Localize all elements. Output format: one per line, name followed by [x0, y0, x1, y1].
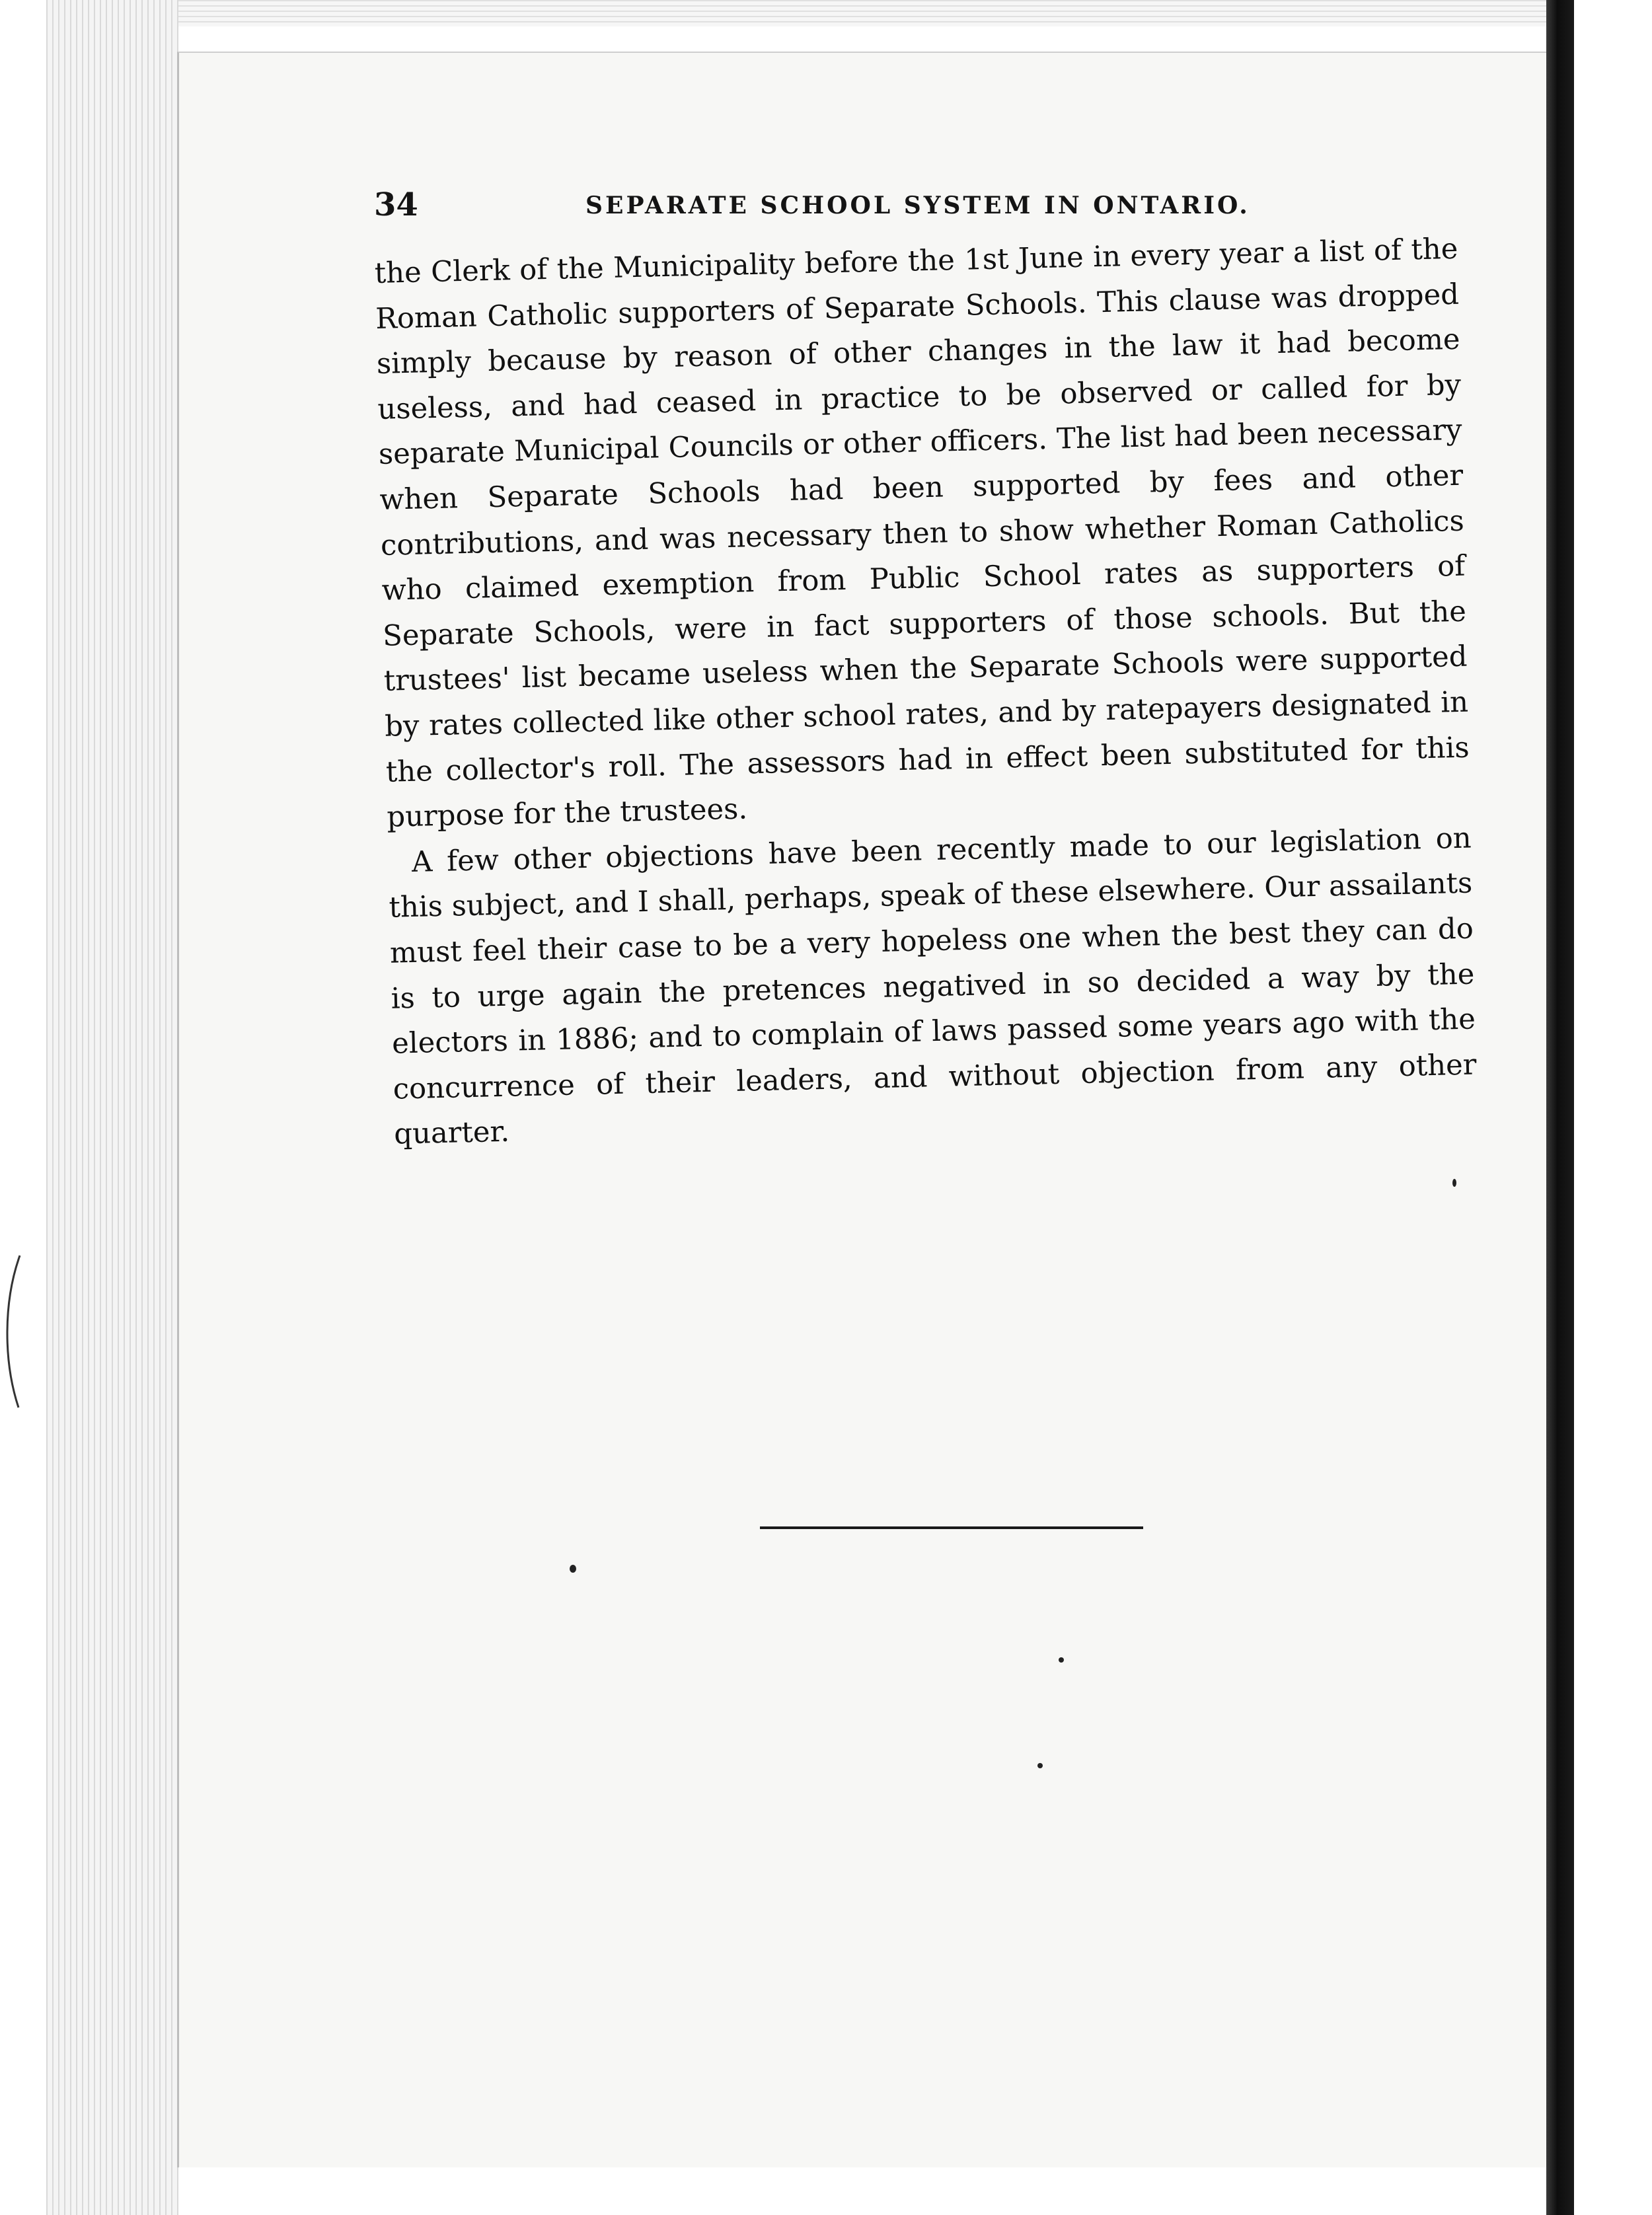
ink-speck [1037, 1763, 1043, 1768]
page-number: 34 [374, 186, 418, 223]
paragraph-1: the Clerk of the Municipality before the 1st June in every year a list of the Roman Catholic supporters of Separate Schools. This clause was dropped simply because by reason of other changes in the law it had become useless, and had ceased in practice to be observed or called for by separate Municipal Councils or other officers. The list had been necessary when Separate Schools had been supported by fees and other contributions, and was necessary then to show whether Roman Catholics who claimed exemption from Public School rates as supporters of Separate Schools, were in fact supporters of those schools. But the trustees' list became useless when the Separate Schools were supported by rates collected like other school rates, and by ratepayers designated in the collector's roll. The assessors had in effect been substituted for this purpose for the trustees. [374, 232, 1470, 834]
paragraph-2: A few other objections have been recently made to our legislation on this subject, and I shall, perhaps, speak of these elsewhere. Our assailants must feel their case to be a very hopeless one when the best they can do is to urge again the pretences negatived in so decided a way by the electors in 1886; and to complain of laws passed some years ago with the concurrence of their leaders, and without objection from any other quarter. [388, 821, 1477, 1151]
ink-speck [570, 1565, 576, 1573]
ink-speck [1452, 1179, 1456, 1187]
body-text [374, 227, 1478, 1158]
book-spine-shadow [1546, 0, 1574, 2215]
margin-mark-icon [0, 1242, 26, 1441]
next-page-edge [1574, 0, 1652, 2215]
ink-speck [1059, 1657, 1064, 1663]
page-stack-top-edges [46, 0, 1566, 26]
page-stack-left-edges [46, 0, 178, 2215]
running-title: SEPARATE SCHOOL SYSTEM IN ONTARIO. [585, 192, 1250, 219]
running-header [374, 186, 1497, 226]
section-rule [760, 1526, 1143, 1529]
